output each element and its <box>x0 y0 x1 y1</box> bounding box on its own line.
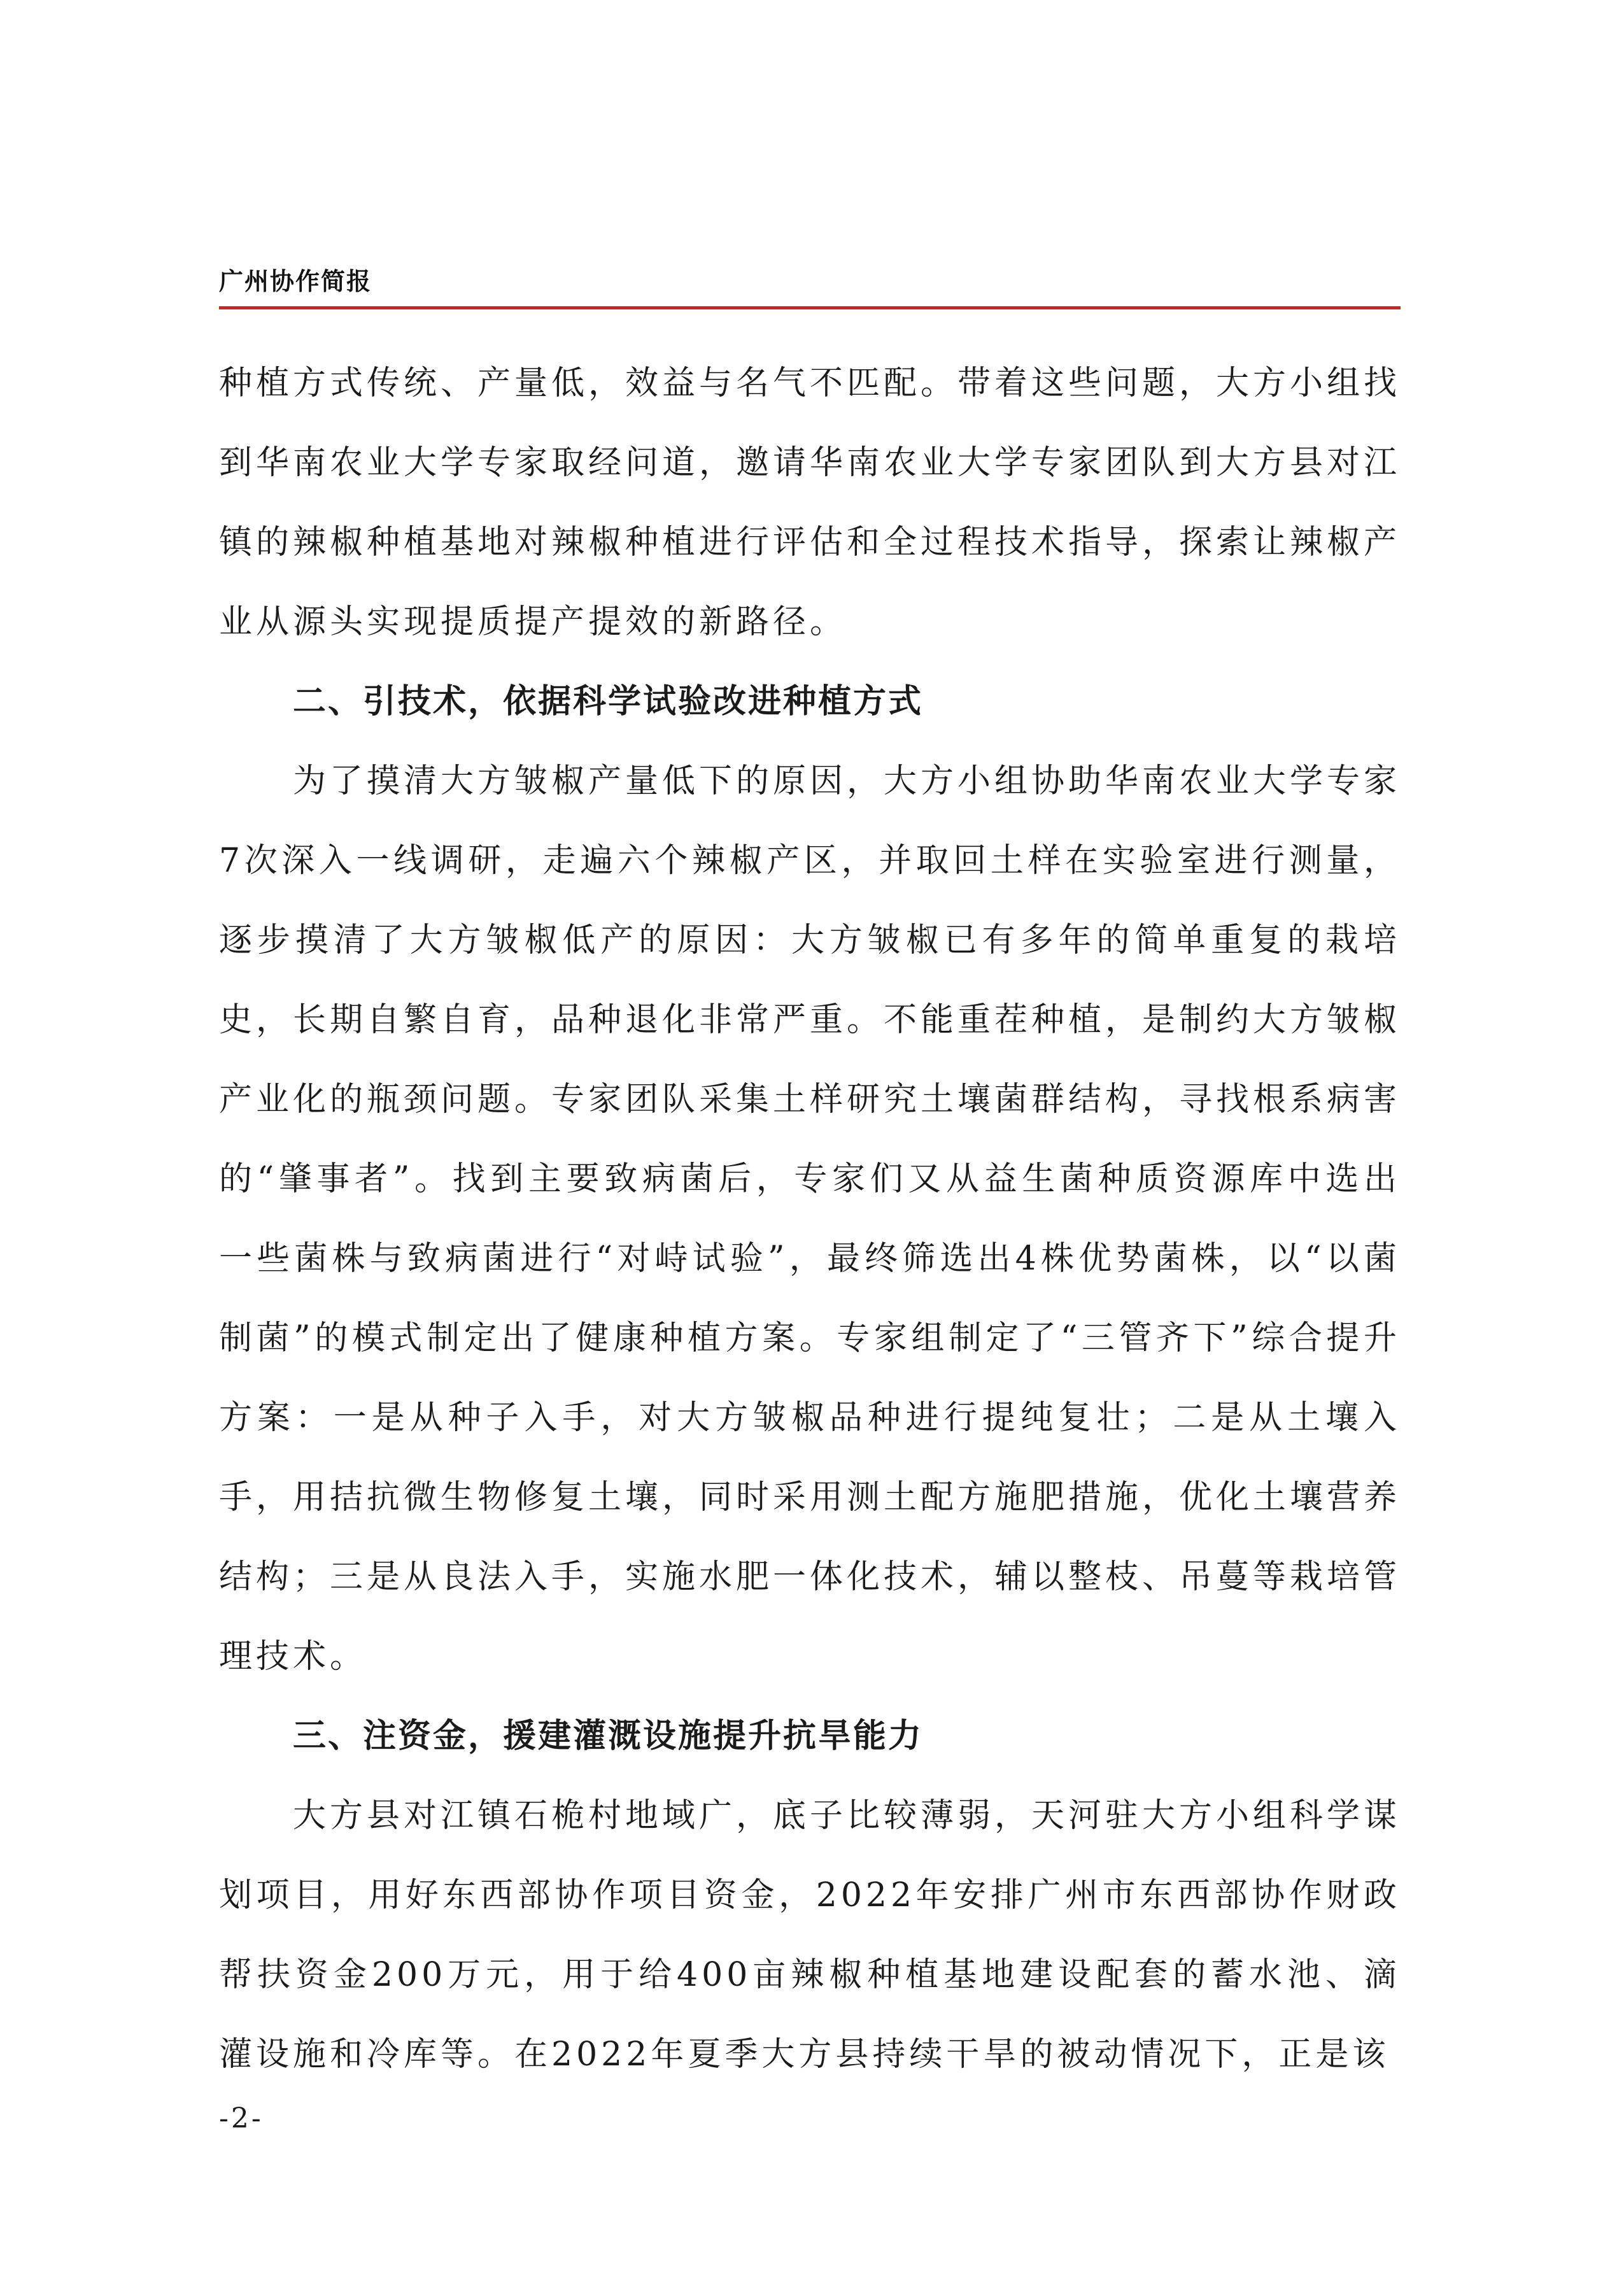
section-heading-2: 二、引技术，依据科学试验改进种植方式 <box>293 683 924 721</box>
header-red-rule <box>219 306 1401 309</box>
paragraph-section-2: 为了摸清大方皱椒产量低下的原因，大方小组协助华南农业大学专家7次深入一线调研，走遍六个辣椒产区，并取回土样在实验室进行测量，逐步摸清了大方皱椒低产的原因：大方皱椒已有多年的简单重复的栽培史，长期自繁自育，品种退化非常严重。不能重茬种植，是制约大方皱椒产业化的瓶颈问题。专家团队采集土样研究土壤菌群结构，寻找根系病害的“肇事者”。找到主要致病菌后，专家们又从益生菌种质资源库中选出一些菌株与致病菌进行“对峙试验”，最终筛选出4株优势菌株，以“以菌制菌”的模式制定出了健康种植方案。专家组制定了“三管齐下”综合提升方案：一是从种子入手，对大方皱椒品种进行提纯复壮；二是从土壤入手，用拮抗微生物修复土壤，同时采用测土配方施肥措施，优化土壤营养结构；三是从良法入手，实施水肥一体化技术，辅以整枝、吊蔓等栽培管理技术。 <box>219 762 1401 1676</box>
paragraph-continued: 种植方式传统、产量低，效益与名气不匹配。带着这些问题，大方小组找到华南农业大学专家取经问道，邀请华南农业大学专家团队到大方县对江镇的辣椒种植基地对辣椒种植进行评估和全过程技术指导，探索让辣椒产业从源头实现提质提产提效的新路径。 <box>219 364 1401 641</box>
section-heading-3: 三、注资金，援建灌溉设施提升抗旱能力 <box>293 1717 924 1755</box>
article-body <box>219 344 1401 2095</box>
publication-title: 广州协作简报 <box>219 267 372 295</box>
page-number: -2- <box>219 2102 264 2135</box>
paragraph-section-3: 大方县对江镇石桅村地域广，底子比较薄弱，天河驻大方小组科学谋划项目，用好东西部协作项目资金，2022年安排广州市东西部协作财政帮扶资金200万元，用于给400亩辣椒种植基地建设配套的蓄水池、滴灌设施和冷库等。在2022年夏季大方县持续干旱的被动情况下，正是该 <box>219 1797 1401 2074</box>
